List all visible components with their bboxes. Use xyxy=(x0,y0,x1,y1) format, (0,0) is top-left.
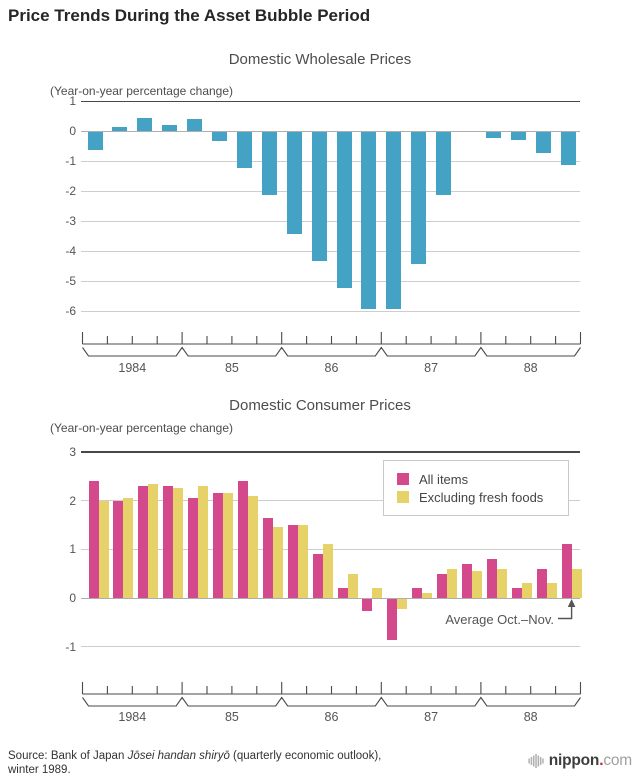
source-text-suffix: (quarterly economic outlook), xyxy=(229,750,382,762)
bar-excluding-fresh-foods-q14 xyxy=(422,593,432,598)
grid-line-y-6 xyxy=(81,311,580,312)
grid-line-y-2 xyxy=(81,191,580,192)
legend-item-all-items xyxy=(397,470,568,488)
source-text-italic: Jōsei handan shiryō xyxy=(127,750,230,762)
bar-all-items-q18 xyxy=(512,588,522,598)
wholesale-chart-title: Domestic Wholesale Prices xyxy=(228,51,412,68)
bar-all-items-q5 xyxy=(188,498,198,598)
legend-item-excluding-fresh-foods xyxy=(397,488,568,506)
year-label-86: 86 xyxy=(324,710,339,724)
bar-all-items-q19 xyxy=(537,569,547,598)
bar-all-items-q15 xyxy=(437,574,447,598)
year-label-85: 85 xyxy=(224,361,239,375)
grid-line-y-1 xyxy=(81,646,580,647)
year-label-88: 88 xyxy=(523,361,538,375)
bar-all-items-q17 xyxy=(487,559,497,598)
source-text-line2: winter 1989. xyxy=(8,764,71,776)
bar-all-items-q20 xyxy=(562,544,572,598)
bar-wholesale-q2 xyxy=(112,127,127,132)
y-tick-label: 1 xyxy=(69,542,76,557)
year-label-85: 85 xyxy=(224,710,239,724)
page-title: Price Trends During the Asset Bubble Period xyxy=(8,6,371,25)
y-tick-label: -5 xyxy=(65,274,76,288)
year-label-86: 86 xyxy=(324,361,339,375)
grid-line-y0 xyxy=(81,131,580,132)
bar-excluding-fresh-foods-q7 xyxy=(248,496,258,598)
y-tick-label: -3 xyxy=(65,214,76,228)
bar-all-items-q14 xyxy=(412,588,422,598)
bar-all-items-q11 xyxy=(338,588,348,598)
bar-all-items-q9 xyxy=(288,525,298,598)
legend-label-all-items: All items xyxy=(419,471,469,487)
excluding-fresh-foods-swatch-icon xyxy=(397,491,409,503)
grid-line-y3 xyxy=(81,451,580,452)
year-label-88: 88 xyxy=(523,710,538,724)
bar-wholesale-q17 xyxy=(486,132,501,138)
bar-all-items-q10 xyxy=(313,554,323,598)
bar-excluding-fresh-foods-q11 xyxy=(348,574,358,598)
bar-wholesale-q19 xyxy=(536,132,551,153)
bar-excluding-fresh-foods-q6 xyxy=(223,493,233,598)
y-tick-label: -1 xyxy=(65,154,76,168)
grid-line-y-3 xyxy=(81,221,580,222)
bar-excluding-fresh-foods-q13 xyxy=(397,599,407,609)
bar-wholesale-q18 xyxy=(511,132,526,140)
year-label-1984: 1984 xyxy=(118,361,147,375)
bar-all-items-q2 xyxy=(113,501,123,598)
bar-all-items-q7 xyxy=(238,481,248,598)
bar-wholesale-q4 xyxy=(162,125,177,131)
bar-wholesale-q12 xyxy=(361,132,376,309)
bar-all-items-q12 xyxy=(362,599,372,611)
bar-wholesale-q14 xyxy=(411,132,426,264)
grid-line-y-5 xyxy=(81,281,580,282)
legend xyxy=(383,460,569,516)
grid-line-y-4 xyxy=(81,251,580,252)
nippon-com-logo[interactable] xyxy=(528,752,632,770)
bar-all-items-q8 xyxy=(263,518,273,598)
bar-excluding-fresh-foods-q16 xyxy=(472,571,482,598)
y-tick-label: 3 xyxy=(69,444,76,459)
bar-excluding-fresh-foods-q17 xyxy=(497,569,507,598)
bar-wholesale-q6 xyxy=(212,132,227,141)
bar-wholesale-q7 xyxy=(237,132,252,168)
y-tick-label: -6 xyxy=(65,304,76,318)
bar-all-items-q1 xyxy=(89,481,99,598)
bar-excluding-fresh-foods-q2 xyxy=(123,498,133,598)
year-label-1984: 1984 xyxy=(118,710,147,724)
bar-excluding-fresh-foods-q1 xyxy=(99,501,109,598)
bar-excluding-fresh-foods-q8 xyxy=(273,527,283,598)
y-tick-label: -1 xyxy=(65,639,76,654)
consumer-chart-title: Domestic Consumer Prices xyxy=(229,397,411,414)
y-tick-label: -4 xyxy=(65,244,76,258)
bar-excluding-fresh-foods-q12 xyxy=(372,588,382,598)
bar-all-items-q6 xyxy=(213,493,223,598)
bar-wholesale-q9 xyxy=(287,132,302,234)
bar-wholesale-q1 xyxy=(88,132,103,150)
bar-wholesale-q20 xyxy=(561,132,576,165)
grid-line-y-1 xyxy=(81,161,580,162)
logo-brand-text: nippon xyxy=(548,752,600,769)
bar-excluding-fresh-foods-q9 xyxy=(298,525,308,598)
bar-excluding-fresh-foods-q19 xyxy=(547,583,557,598)
bar-wholesale-q13 xyxy=(386,132,401,309)
wholesale-chart-subtitle: (Year-on-year percentage change) xyxy=(50,84,234,98)
y-tick-label: 2 xyxy=(69,493,76,508)
bar-all-items-q16 xyxy=(462,564,472,598)
y-tick-label: 0 xyxy=(69,124,76,138)
bar-wholesale-q11 xyxy=(337,132,352,288)
bar-all-items-q3 xyxy=(138,486,148,598)
annotation-average-oct-nov: Average Oct.–Nov. xyxy=(445,612,554,627)
legend-label-excluding-fresh-foods: Excluding fresh foods xyxy=(419,489,544,505)
bar-excluding-fresh-foods-q18 xyxy=(522,583,532,598)
bar-wholesale-q8 xyxy=(262,132,277,195)
y-tick-label: 1 xyxy=(69,94,76,108)
bar-wholesale-q3 xyxy=(137,118,152,132)
bar-excluding-fresh-foods-q15 xyxy=(447,569,457,598)
logo-dot: . xyxy=(599,752,604,769)
bar-excluding-fresh-foods-q20 xyxy=(572,569,582,598)
bar-wholesale-q10 xyxy=(312,132,327,261)
grid-line-y1 xyxy=(81,101,580,102)
bar-excluding-fresh-foods-q4 xyxy=(173,488,183,598)
bar-excluding-fresh-foods-q3 xyxy=(148,484,158,598)
y-tick-label: 0 xyxy=(69,591,76,605)
source-text-prefix: Source: Bank of Japan xyxy=(8,750,128,762)
nippon-soundbars-icon xyxy=(528,753,544,769)
year-label-87: 87 xyxy=(424,361,439,375)
bar-excluding-fresh-foods-q10 xyxy=(323,544,333,598)
year-label-87: 87 xyxy=(424,710,439,724)
consumer-chart-subtitle: (Year-on-year percentage change) xyxy=(50,421,234,435)
all-items-swatch-icon xyxy=(397,473,409,485)
bar-wholesale-q15 xyxy=(436,132,451,195)
bar-excluding-fresh-foods-q5 xyxy=(198,486,208,598)
bar-all-items-q4 xyxy=(163,486,173,598)
y-tick-label: -2 xyxy=(65,184,76,198)
bar-all-items-q13 xyxy=(387,599,397,640)
logo-tld-text: com xyxy=(603,752,632,769)
source-note xyxy=(8,749,478,777)
bar-wholesale-q5 xyxy=(187,119,202,131)
